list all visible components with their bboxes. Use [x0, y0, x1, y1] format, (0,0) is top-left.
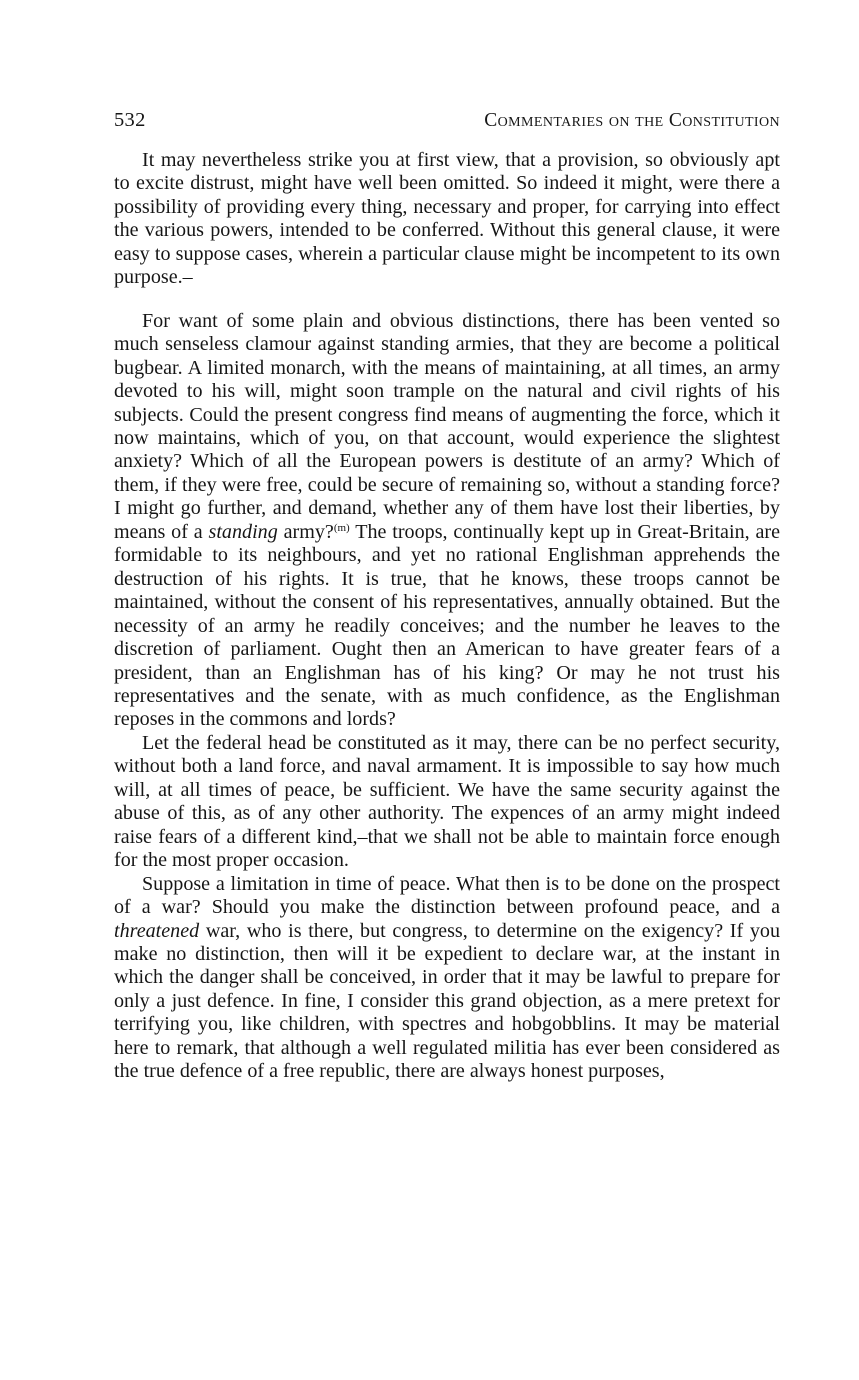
footnote-marker: (m): [333, 521, 350, 534]
paragraph-text: For want of some plain and obvious distinctions, there has been vented so much senseless clamour against standing armies, that they are become a political bugbear. A limited monarch, with the means of maintaining, at all times, an army devoted to his will, might soon trample on the natural and civil rights of his subjects. Could the present congress find means of augmenting the force, which it now maintains, which of you, on that account, would experience the slightest anxiety? Which of all the European powers is destitute of an army? Which of them, if they were free, could be secure of remaining so, without a standing force? I might go further, and demand, whether any of them have lost their liberties, by means of a: [114, 309, 780, 543]
paragraph-2: [114, 310, 780, 732]
paragraph-text: Suppose a limitation in time of peace. What then is to be done on the prospect of a war? Should you make the distinction between profound peace, and a: [114, 872, 780, 919]
paragraph-text: Let the federal head be constituted as it may, there can be no perfect security, without both a land force, and naval armament. It is impossible to say how much will, at all times of peace, be sufficient. We have the same security against the abuse of this, as of any other authority. The expences of an army might indeed raise fears of a different kind,–that we shall not be able to maintain force enough for the most proper occasion.: [114, 731, 780, 872]
paragraph-1: [114, 149, 780, 290]
page-number: 532: [114, 109, 146, 131]
paragraph-text: war, who is there, but congress, to determine on the exigency? If you make no distinction, then will it be expedient to declare war, at the instant in which the danger shall be conceived, in order that it may be lawful to prepare for only a just defence. In fine, I consider this grand objection, as a mere pretext for terrifying you, like children, with spectres and hobgobblins. It may be material here to remark, that although a well regulated militia has ever been considered as the true defence of a free republic, there are always honest purposes,: [114, 919, 780, 1083]
paragraph-text: army?: [277, 520, 334, 543]
italic-emphasis: standing: [208, 520, 278, 543]
italic-emphasis: threatened: [114, 919, 200, 942]
paragraph-text: The troops, continually kept up in Great-Britain, are formidable to its neighbours, and yet no rational Englishman apprehends the destruction of his rights. It is true, that he knows, these troops cannot be maintained, without the consent of his representatives, annually obtained. But the necessity of an army he readily conceives; and the number he leaves to the discretion of parliament. Ought then an American to have greater fears of a president, than an Englishman has of his king? Or may he not trust his representatives and the senate, with as much confidence, as the Englishman reposes in the commons and lords?: [114, 520, 781, 731]
paragraph-3: [114, 732, 780, 873]
body-text: [114, 149, 780, 1084]
running-title: Commentaries on the Constitution: [484, 110, 780, 131]
paragraph-4: [114, 873, 780, 1084]
running-head: [114, 108, 780, 132]
paragraph-text: It may nevertheless strike you at first view, that a provision, so obviously apt to excite distrust, might have well been omitted. So indeed it might, were there a possibility of providing every thing, necessary and proper, for carrying into effect the various powers, intended to be conferred. Without this general clause, it were easy to suppose cases, wherein a particular clause might be incompetent to its own purpose.–: [114, 149, 780, 289]
book-page: [114, 108, 780, 1084]
